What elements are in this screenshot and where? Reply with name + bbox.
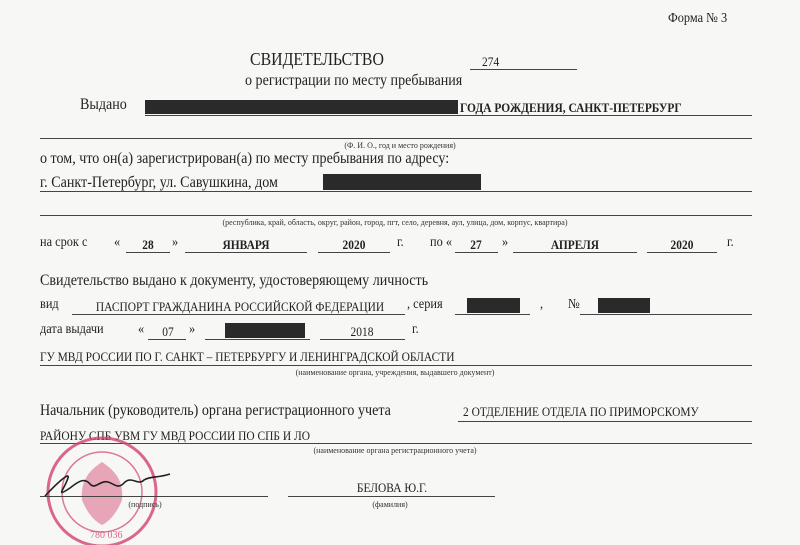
quote: » xyxy=(189,322,196,337)
underline xyxy=(72,314,405,315)
authority-line1: 2 ОТДЕЛЕНИЕ ОТДЕЛА ПО ПРИМОРСКОМУ xyxy=(463,404,699,419)
caption-signature: (подпись) xyxy=(128,500,162,509)
period-to-day: 27 xyxy=(470,237,482,252)
underline xyxy=(470,69,577,70)
underline xyxy=(647,252,717,253)
underline xyxy=(145,115,752,116)
number-label: № xyxy=(568,297,580,312)
document-intro: Свидетельство выдано к документу, удостоверяющему личность xyxy=(40,272,429,289)
underline xyxy=(455,252,498,253)
issue-year: 2018 xyxy=(350,324,374,339)
document-subtitle: о регистрации по месту пребывания xyxy=(245,72,463,89)
period-to-year: 2020 xyxy=(670,237,694,252)
caption-fio: (Ф. И. О., год и место рождения) xyxy=(344,141,456,150)
year-suffix: г. xyxy=(412,322,419,337)
stamp-number: 780 036 xyxy=(90,530,123,541)
certificate-number: 274 xyxy=(482,54,500,69)
underline xyxy=(40,191,752,192)
signature-line xyxy=(40,496,268,497)
caption-authority: (наименование органа регистрационного учета) xyxy=(313,446,477,455)
underline xyxy=(513,252,637,253)
head-label: Начальник (руководитель) органа регистрационного учета xyxy=(40,402,391,419)
underline xyxy=(455,314,530,315)
year-suffix: г. xyxy=(727,235,734,250)
redaction xyxy=(225,323,305,338)
comma: , xyxy=(540,297,544,312)
issued-value-suffix: ГОДА РОЖДЕНИЯ, САНКТ-ПЕТЕРБУРГ xyxy=(460,100,682,115)
underline xyxy=(40,365,752,366)
period-from-month: ЯНВАРЯ xyxy=(222,237,270,252)
quote: » xyxy=(172,235,179,250)
underline xyxy=(320,339,405,340)
underline xyxy=(40,138,752,139)
period-to-month: АПРЕЛЯ xyxy=(550,237,600,252)
underline xyxy=(458,421,752,422)
authority-line2: РАЙОНУ СПБ УВМ ГУ МВД РОССИИ ПО СПБ И ЛО xyxy=(40,428,310,443)
registered-text: о том, что он(а) зарегистрирован(а) по месту пребывания по адресу: xyxy=(40,150,450,167)
signer-name: БЕЛОВА Ю.Г. xyxy=(356,480,428,495)
underline xyxy=(148,339,186,340)
document-title: СВИДЕТЕЛЬСТВО xyxy=(250,49,384,69)
surname-line xyxy=(288,496,495,497)
period-from-day: 28 xyxy=(142,237,154,252)
redaction xyxy=(323,174,481,190)
period-from-year: 2020 xyxy=(342,237,366,252)
redaction xyxy=(598,298,650,313)
underline xyxy=(205,339,310,340)
caption-address: (республика, край, область, округ, район, город, пгт, село, деревня, аул, улица, дом, корпус, квартира) xyxy=(222,218,568,227)
quote: « xyxy=(138,322,145,337)
issue-date-label: дата выдачи xyxy=(40,322,104,337)
underline xyxy=(580,314,752,315)
underline xyxy=(40,215,752,216)
underline xyxy=(318,252,390,253)
redaction xyxy=(467,298,520,313)
address: г. Санкт-Петербург, ул. Савушкина, дом xyxy=(40,174,278,191)
doc-type-label: вид xyxy=(40,297,59,312)
underline xyxy=(126,252,170,253)
period-to-label: по « xyxy=(430,235,452,250)
doc-type-value: ПАСПОРТ ГРАЖДАНИНА РОССИЙСКОЙ ФЕДЕРАЦИИ xyxy=(95,299,385,314)
quote: » xyxy=(502,235,509,250)
underline xyxy=(185,252,307,253)
year-suffix: г. xyxy=(397,235,404,250)
caption-surname: (фамилия) xyxy=(372,500,408,509)
form-number: Форма № 3 xyxy=(668,11,728,26)
issuer: ГУ МВД РОССИИ ПО Г. САНКТ – ПЕТЕРБУРГУ И ЛЕНИНГРАДСКОЙ ОБЛАСТИ xyxy=(40,349,455,364)
issued-label: Выдано xyxy=(80,96,127,113)
quote: « xyxy=(114,235,121,250)
redaction xyxy=(145,100,458,114)
issue-day: 07 xyxy=(162,324,174,339)
period-from-label: на срок с xyxy=(40,235,88,250)
series-label: , серия xyxy=(407,297,443,312)
caption-issuer: (наименование органа, учреждения, выдавшего документ) xyxy=(295,368,495,377)
